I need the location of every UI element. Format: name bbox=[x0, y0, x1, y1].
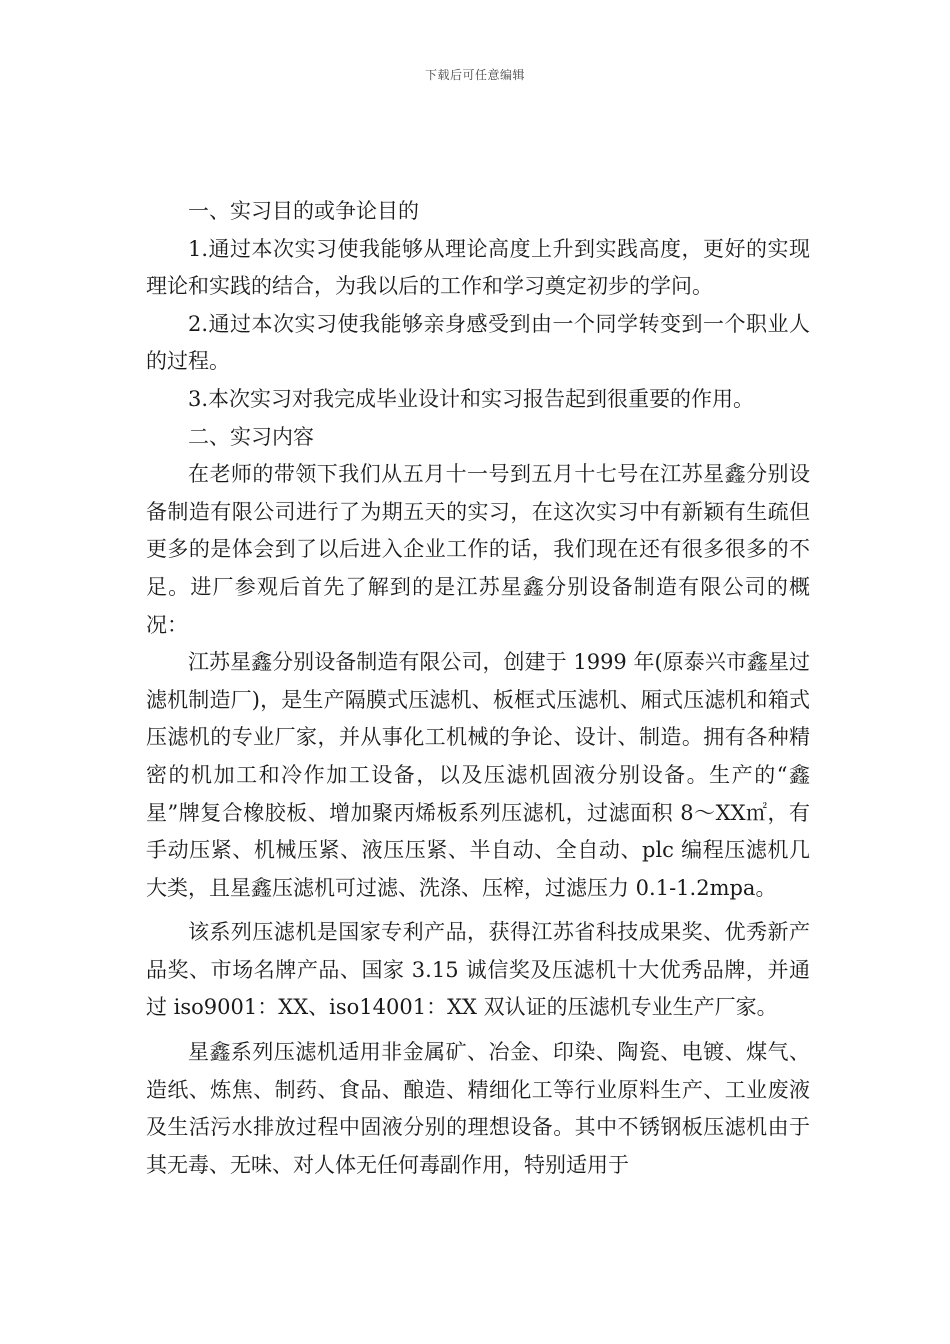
paragraph-purpose-1: 1.通过本次实习使我能够从理论高度上升到实践高度，更好的实现理论和实践的结合，为我以后的工作和学习奠定初步的学问。 bbox=[146, 236, 810, 299]
document-body bbox=[146, 193, 810, 1184]
paragraph-intro: 在老师的带领下我们从五月十一号到五月十七号在江苏星鑫分别设备制造有限公司进行了为期五天的实习，在这次实习中有新颖有生疏但更多的是体会到了以后进入企业工作的话，我们现在还有很多很多的不足。进厂参观后首先了解到的是江苏星鑫分别设备制造有限公司的概况： bbox=[146, 462, 810, 637]
section-heading-content: 二、实习内容 bbox=[188, 424, 314, 449]
section-heading-purpose: 一、实习目的或争论目的 bbox=[188, 199, 419, 223]
header-note: 下载后可任意编辑 bbox=[424, 68, 525, 82]
paragraph-company-overview: 江苏星鑫分别设备制造有限公司，创建于 1999 年(原泰兴市鑫星过滤机制造厂)，是生产隔膜式压滤机、板框式压滤机、厢式压滤机和箱式压滤机的专业厂家，并从事化工机械的争论、设计、制造。拥有各种精密的机加工和冷作加工设备，以及压滤机固液分别设备。生产的“鑫星”牌复合橡胶板、增加聚丙烯板系列压滤机，过滤面积 8～XX㎡，有手动压紧、机械压紧、液压压紧、半自动、全自动、plc 编程压滤机几大类，且星鑫压滤机可过滤、洗涤、压榨，过滤压力 0.1-1.2mpa。 bbox=[146, 650, 810, 900]
paragraph-awards: 该系列压滤机是国家专利产品，获得江苏省科技成果奖、优秀新产品奖、市场名牌产品、国家 3.15 诚信奖及压滤机十大优秀品牌，并通过 iso9001：XX、iso14001：XX 双认证的压滤机专业生产厂家。 bbox=[146, 920, 810, 1020]
paragraph-purpose-3: 3.本次实习对我完成毕业设计和实习报告起到很重要的作用。 bbox=[188, 386, 755, 411]
paragraph-purpose-2: 2.通过本次实习使我能够亲身感受到由一个同学转变到一个职业人的过程。 bbox=[146, 311, 810, 374]
paragraph-applications: 星鑫系列压滤机适用非金属矿、冶金、印染、陶瓷、电镀、煤气、造纸、炼焦、制药、食品、酿造、精细化工等行业原料生产、工业废液及生活污水排放过程中固液分别的理想设备。其中不锈钢板压滤机由于其无毒、无味、对人体无任何毒副作用，特别适用于 bbox=[146, 1040, 810, 1177]
